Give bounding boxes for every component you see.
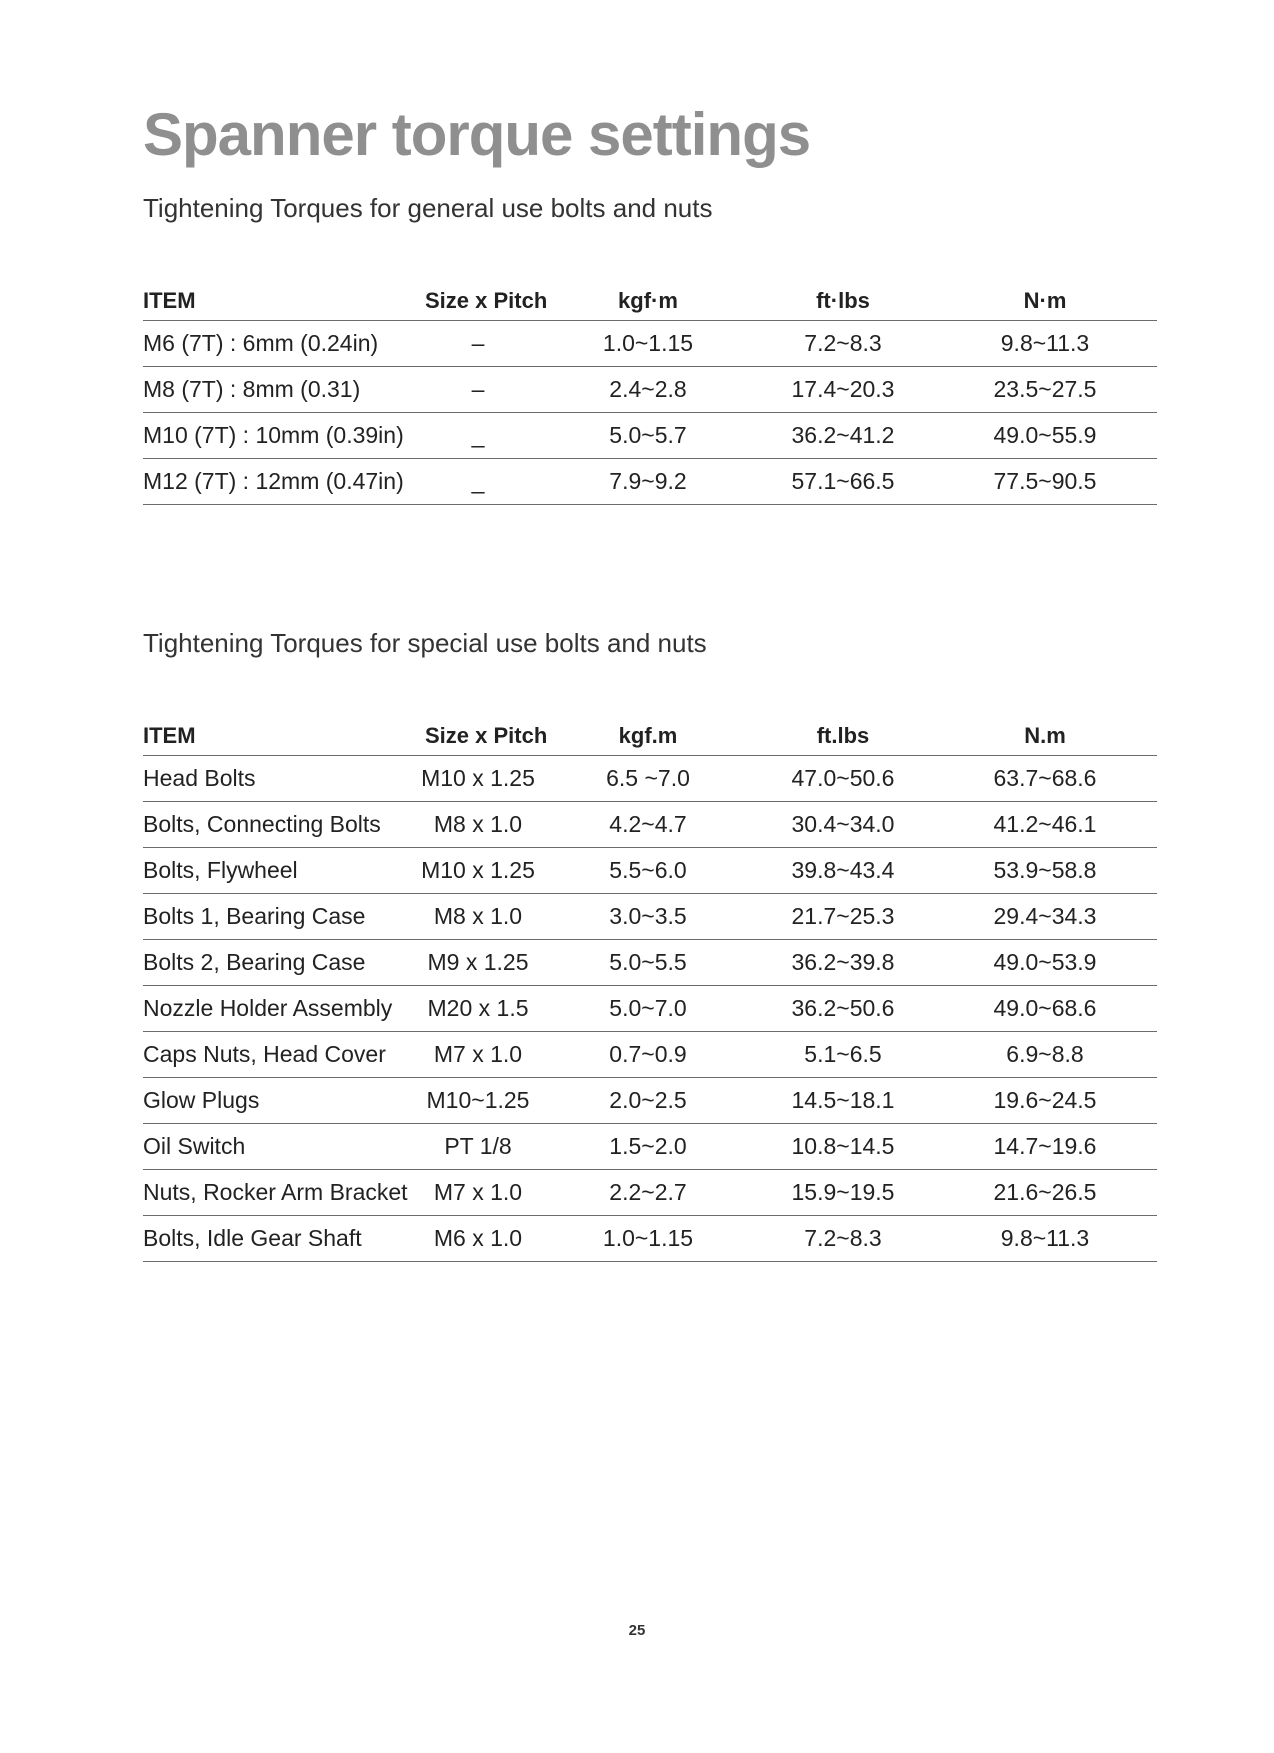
cell-kgf: 7.9~9.2 bbox=[543, 459, 753, 505]
cell-kgf: 6.5 ~7.0 bbox=[543, 756, 753, 802]
cell-item: M12 (7T) : 12mm (0.47in) bbox=[143, 459, 413, 505]
column-header-item: ITEM bbox=[143, 717, 413, 756]
cell-nm: 49.0~53.9 bbox=[933, 940, 1157, 986]
cell-item: M8 (7T) : 8mm (0.31) bbox=[143, 367, 413, 413]
cell-size-pitch: PT 1/8 bbox=[413, 1124, 543, 1170]
cell-ft-lbs: 10.8~14.5 bbox=[753, 1124, 933, 1170]
cell-kgf: 2.0~2.5 bbox=[543, 1078, 753, 1124]
cell-nm: 63.7~68.6 bbox=[933, 756, 1157, 802]
cell-item: Nuts, Rocker Arm Bracket bbox=[143, 1170, 413, 1216]
cell-ft-lbs: 30.4~34.0 bbox=[753, 802, 933, 848]
column-header-ft-lbs: ft·lbs bbox=[753, 282, 933, 321]
table-header-row bbox=[143, 282, 1157, 321]
cell-ft-lbs: 36.2~41.2 bbox=[753, 413, 933, 459]
cell-size-pitch: M8 x 1.0 bbox=[413, 894, 543, 940]
cell-size-pitch: M20 x 1.5 bbox=[413, 986, 543, 1032]
table-row bbox=[143, 894, 1157, 940]
cell-ft-lbs: 36.2~39.8 bbox=[753, 940, 933, 986]
cell-ft-lbs: 17.4~20.3 bbox=[753, 367, 933, 413]
table-row bbox=[143, 940, 1157, 986]
cell-ft-lbs: 7.2~8.3 bbox=[753, 1216, 933, 1262]
table-row bbox=[143, 1124, 1157, 1170]
table-row bbox=[143, 986, 1157, 1032]
cell-kgf: 5.0~5.7 bbox=[543, 413, 753, 459]
cell-item: Bolts 2, Bearing Case bbox=[143, 940, 413, 986]
column-header-nm: N.m bbox=[933, 717, 1157, 756]
cell-item: Nozzle Holder Assembly bbox=[143, 986, 413, 1032]
cell-size-pitch: M10 x 1.25 bbox=[413, 848, 543, 894]
cell-kgf: 5.0~5.5 bbox=[543, 940, 753, 986]
cell-kgf: 5.0~7.0 bbox=[543, 986, 753, 1032]
table-row bbox=[143, 1078, 1157, 1124]
table-row bbox=[143, 802, 1157, 848]
cell-kgf: 2.4~2.8 bbox=[543, 367, 753, 413]
cell-ft-lbs: 7.2~8.3 bbox=[753, 321, 933, 367]
cell-kgf: 2.2~2.7 bbox=[543, 1170, 753, 1216]
cell-size-pitch: M10 x 1.25 bbox=[413, 756, 543, 802]
cell-item: Bolts, Flywheel bbox=[143, 848, 413, 894]
table-row bbox=[143, 413, 1157, 459]
cell-kgf: 4.2~4.7 bbox=[543, 802, 753, 848]
page-number: 25 bbox=[628, 1622, 646, 1639]
cell-nm: 49.0~55.9 bbox=[933, 413, 1157, 459]
cell-item: Head Bolts bbox=[143, 756, 413, 802]
cell-size-pitch: – bbox=[413, 321, 543, 367]
cell-ft-lbs: 36.2~50.6 bbox=[753, 986, 933, 1032]
cell-nm: 41.2~46.1 bbox=[933, 802, 1157, 848]
general-torque-table bbox=[143, 282, 1157, 505]
cell-nm: 19.6~24.5 bbox=[933, 1078, 1157, 1124]
cell-size-pitch: _ bbox=[413, 459, 543, 505]
cell-item: Bolts, Connecting Bolts bbox=[143, 802, 413, 848]
table-row bbox=[143, 848, 1157, 894]
column-header-size-pitch: Size x Pitch bbox=[413, 282, 543, 321]
cell-kgf: 3.0~3.5 bbox=[543, 894, 753, 940]
cell-size-pitch: M8 x 1.0 bbox=[413, 802, 543, 848]
cell-nm: 53.9~58.8 bbox=[933, 848, 1157, 894]
cell-item: M10 (7T) : 10mm (0.39in) bbox=[143, 413, 413, 459]
cell-nm: 29.4~34.3 bbox=[933, 894, 1157, 940]
column-header-ft-lbs: ft.lbs bbox=[753, 717, 933, 756]
cell-nm: 14.7~19.6 bbox=[933, 1124, 1157, 1170]
cell-size-pitch: – bbox=[413, 367, 543, 413]
cell-ft-lbs: 39.8~43.4 bbox=[753, 848, 933, 894]
cell-nm: 49.0~68.6 bbox=[933, 986, 1157, 1032]
cell-kgf: 1.0~1.15 bbox=[543, 321, 753, 367]
table-row bbox=[143, 1032, 1157, 1078]
cell-size-pitch: M7 x 1.0 bbox=[413, 1032, 543, 1078]
column-header-item: ITEM bbox=[143, 282, 413, 321]
column-header-kgf: kgf·m bbox=[543, 282, 753, 321]
cell-ft-lbs: 47.0~50.6 bbox=[753, 756, 933, 802]
cell-item: Oil Switch bbox=[143, 1124, 413, 1170]
cell-item: Bolts, Idle Gear Shaft bbox=[143, 1216, 413, 1262]
cell-size-pitch: M7 x 1.0 bbox=[413, 1170, 543, 1216]
cell-nm: 77.5~90.5 bbox=[933, 459, 1157, 505]
cell-kgf: 1.0~1.15 bbox=[543, 1216, 753, 1262]
cell-size-pitch: M6 x 1.0 bbox=[413, 1216, 543, 1262]
cell-size-pitch: _ bbox=[413, 413, 543, 459]
table-header-row bbox=[143, 717, 1157, 756]
table-row bbox=[143, 321, 1157, 367]
cell-nm: 23.5~27.5 bbox=[933, 367, 1157, 413]
cell-size-pitch: M10~1.25 bbox=[413, 1078, 543, 1124]
table-row bbox=[143, 459, 1157, 505]
cell-item: Glow Plugs bbox=[143, 1078, 413, 1124]
table-row bbox=[143, 1170, 1157, 1216]
cell-nm: 9.8~11.3 bbox=[933, 321, 1157, 367]
cell-item: Bolts 1, Bearing Case bbox=[143, 894, 413, 940]
column-header-kgf: kgf.m bbox=[543, 717, 753, 756]
cell-ft-lbs: 15.9~19.5 bbox=[753, 1170, 933, 1216]
cell-nm: 6.9~8.8 bbox=[933, 1032, 1157, 1078]
table-row bbox=[143, 1216, 1157, 1262]
cell-ft-lbs: 57.1~66.5 bbox=[753, 459, 933, 505]
special-torque-table bbox=[143, 717, 1157, 1262]
table-row bbox=[143, 367, 1157, 413]
cell-ft-lbs: 21.7~25.3 bbox=[753, 894, 933, 940]
cell-size-pitch: M9 x 1.25 bbox=[413, 940, 543, 986]
page-title: Spanner torque settings bbox=[143, 101, 811, 168]
cell-ft-lbs: 14.5~18.1 bbox=[753, 1078, 933, 1124]
table-row bbox=[143, 756, 1157, 802]
cell-ft-lbs: 5.1~6.5 bbox=[753, 1032, 933, 1078]
general-section-subtitle: Tightening Torques for general use bolts and nuts bbox=[143, 193, 713, 223]
cell-item: M6 (7T) : 6mm (0.24in) bbox=[143, 321, 413, 367]
cell-kgf: 1.5~2.0 bbox=[543, 1124, 753, 1170]
column-header-size-pitch: Size x Pitch bbox=[413, 717, 543, 756]
cell-kgf: 5.5~6.0 bbox=[543, 848, 753, 894]
cell-nm: 21.6~26.5 bbox=[933, 1170, 1157, 1216]
cell-kgf: 0.7~0.9 bbox=[543, 1032, 753, 1078]
special-section-subtitle: Tightening Torques for special use bolts and nuts bbox=[143, 628, 707, 658]
cell-nm: 9.8~11.3 bbox=[933, 1216, 1157, 1262]
column-header-nm: N·m bbox=[933, 282, 1157, 321]
cell-item: Caps Nuts, Head Cover bbox=[143, 1032, 413, 1078]
